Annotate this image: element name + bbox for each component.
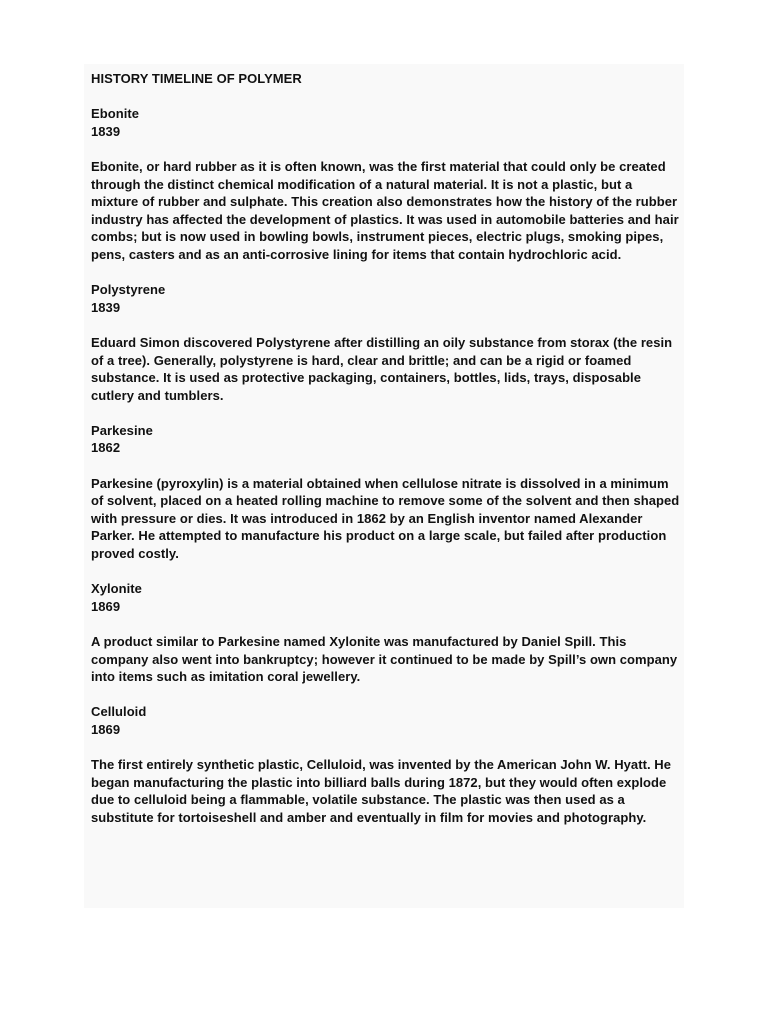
entry-year: 1839 (91, 123, 121, 139)
timeline-entry-parkesine (91, 422, 681, 563)
entry-description: Eduard Simon discovered Polystyrene after distilling an oily substance from storax (the resin of a tree). Generally, polystyrene is hard, clear and brittle; and can be a rigid or foamed substance. It is used as protective packaging, containers, bottles, lids, trays, disposable cutlery and tumblers. (91, 334, 673, 403)
entry-description: Parkesine (pyroxylin) is a material obtained when cellulose nitrate is dissolved in a minimum of solvent, placed on a heated rolling machine to remove some of the solvent and then shaped with pressure or dies. It was introduced in 1862 by an English inventor named Alexander Parker. He attempted to manufacture his product on a large scale, but failed after production proved costly. (91, 475, 680, 562)
timeline-entry-celluloid (91, 703, 681, 826)
document-body (91, 70, 681, 827)
entry-year: 1839 (91, 299, 121, 315)
entry-year: 1862 (91, 440, 121, 456)
document-title: HISTORY TIMELINE OF POLYMER (91, 71, 302, 86)
timeline-entry-polystyrene (91, 281, 681, 404)
entry-year: 1869 (91, 721, 121, 737)
entry-description: A product similar to Parkesine named Xylonite was manufactured by Daniel Spill. This company also went into bankruptcy; however it continued to be made by Spill’s own company into items such as imitation coral jewellery. (91, 634, 678, 685)
entry-name: Celluloid (91, 704, 147, 720)
entry-year: 1869 (91, 598, 121, 614)
entry-name: Xylonite (91, 581, 142, 597)
entry-description: Ebonite, or hard rubber as it is often known, was the first material that could only be created through the distinct chemical modification of a natural material. It is not a plastic, but a mixture of rubber and sulphate. This creation also demonstrates how the history of the rubber industry has affected the development of plastics. It was used in automobile batteries and hair combs; but is now used in bowling bowls, instrument pieces, electric plugs, smoking pipes, pens, casters and as an anti-corrosive lining for items that contain hydrochloric acid. (91, 158, 679, 262)
timeline-entry-ebonite (91, 105, 681, 263)
entry-name: Ebonite (91, 106, 140, 122)
entry-description: The first entirely synthetic plastic, Celluloid, was invented by the American John W. Hyatt. He began manufacturing the plastic into billiard balls during 1872, but they would often explode due to celluloid being a flammable, volatile substance. The plastic was then used as a substitute for tortoiseshell and amber and eventually in film for movies and photography. (91, 757, 672, 825)
timeline-entry-xylonite (91, 580, 681, 686)
entry-name: Parkesine (91, 422, 153, 438)
entry-name: Polystyrene (91, 282, 166, 298)
